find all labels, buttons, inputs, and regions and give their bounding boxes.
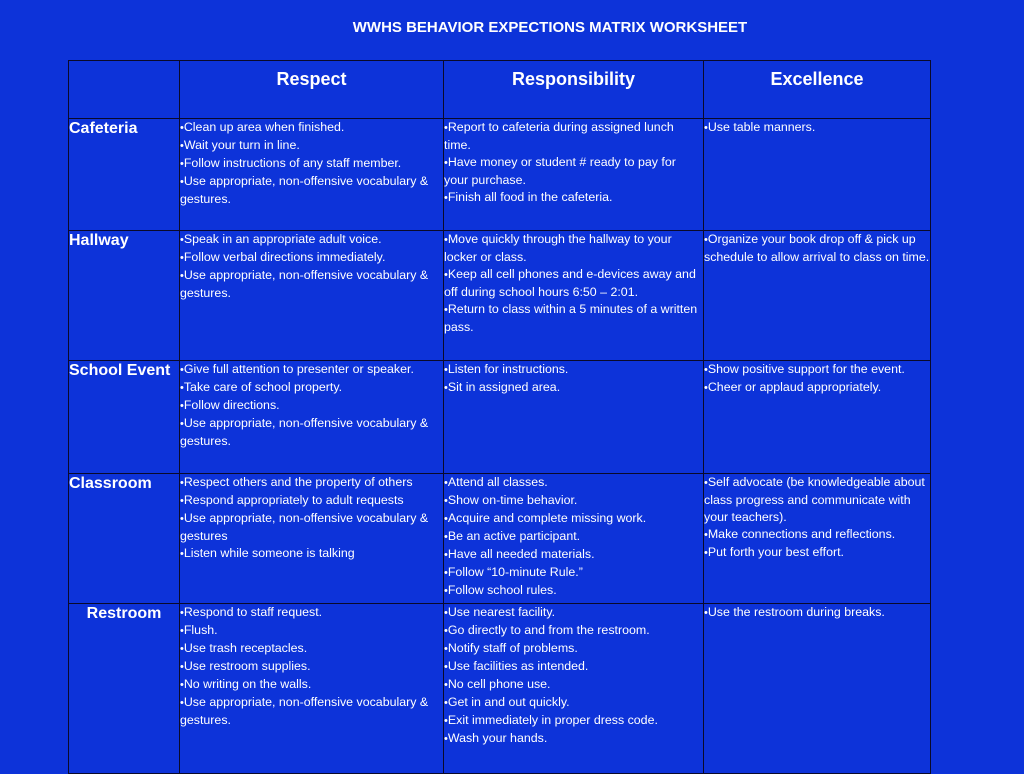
list-item bbox=[180, 415, 443, 450]
table-row bbox=[69, 361, 931, 474]
behavior-matrix-table bbox=[68, 60, 931, 774]
bullet-icon: • bbox=[444, 607, 448, 619]
list-item bbox=[444, 712, 703, 730]
setting-cafeteria: Cafeteria bbox=[69, 119, 180, 231]
table-row bbox=[69, 231, 931, 361]
table-row bbox=[69, 604, 931, 774]
list-item-text: Follow school rules. bbox=[447, 583, 557, 597]
bullet-list bbox=[444, 231, 703, 336]
table-row bbox=[69, 119, 931, 231]
bullet-icon: • bbox=[180, 697, 184, 709]
bullet-icon: • bbox=[180, 234, 184, 246]
bullet-list bbox=[704, 361, 930, 397]
list-item-text: Organize your book drop off & pick up schedule to allow arrival to class on time. bbox=[704, 232, 930, 264]
list-item bbox=[444, 604, 703, 622]
bullet-icon: • bbox=[180, 643, 184, 655]
cell-hallway-responsibility bbox=[444, 231, 704, 361]
list-item bbox=[444, 474, 703, 492]
bullet-list bbox=[180, 474, 443, 563]
bullet-icon: • bbox=[704, 529, 708, 541]
bullet-icon: • bbox=[444, 625, 448, 637]
page-title: WWHS BEHAVIOR EXPECTIONS MATRIX WORKSHEET bbox=[352, 19, 748, 36]
list-item bbox=[444, 658, 703, 676]
bullet-icon: • bbox=[444, 122, 448, 134]
cell-restroom-respect bbox=[180, 604, 444, 774]
list-item-text: No cell phone use. bbox=[447, 677, 551, 691]
header-respect: Respect bbox=[180, 61, 444, 119]
bullet-icon: • bbox=[180, 252, 184, 264]
bullet-icon: • bbox=[444, 513, 448, 525]
list-item bbox=[444, 694, 703, 712]
list-item bbox=[444, 546, 703, 564]
bullet-icon: • bbox=[704, 122, 708, 134]
bullet-list bbox=[704, 474, 930, 562]
list-item-text: Use table manners. bbox=[707, 120, 816, 134]
list-item-text: Use the restroom during breaks. bbox=[707, 605, 885, 619]
bullet-icon: • bbox=[704, 234, 708, 246]
header-responsibility: Responsibility bbox=[444, 61, 704, 119]
bullet-list bbox=[444, 474, 703, 600]
list-item-text: Follow “10-minute Rule.” bbox=[447, 565, 583, 579]
bullet-icon: • bbox=[180, 661, 184, 673]
list-item bbox=[444, 528, 703, 546]
list-item-text: Use facilities as intended. bbox=[447, 659, 589, 673]
list-item bbox=[180, 474, 443, 492]
list-item bbox=[180, 510, 443, 545]
list-item bbox=[444, 301, 703, 336]
bullet-icon: • bbox=[444, 549, 448, 561]
bullet-icon: • bbox=[444, 495, 448, 507]
bullet-icon: • bbox=[180, 270, 184, 282]
bullet-list bbox=[180, 604, 443, 729]
list-item bbox=[180, 379, 443, 397]
bullet-icon: • bbox=[180, 513, 184, 525]
cell-classroom-respect bbox=[180, 474, 444, 604]
table-row bbox=[69, 474, 931, 604]
bullet-list bbox=[444, 604, 703, 748]
list-item bbox=[704, 231, 930, 266]
list-item bbox=[704, 119, 930, 137]
header-row bbox=[69, 61, 931, 119]
list-item bbox=[180, 397, 443, 415]
bullet-icon: • bbox=[444, 661, 448, 673]
bullet-icon: • bbox=[444, 269, 448, 281]
list-item-text: Wash your hands. bbox=[447, 731, 548, 745]
list-item-text: Return to class within a 5 minutes of a written pass. bbox=[444, 302, 698, 334]
bullet-icon: • bbox=[180, 176, 184, 188]
list-item bbox=[180, 640, 443, 658]
list-item-text: Listen for instructions. bbox=[447, 362, 569, 376]
cell-cafeteria-responsibility bbox=[444, 119, 704, 231]
bullet-icon: • bbox=[180, 607, 184, 619]
list-item-text: Respond appropriately to adult requests bbox=[183, 493, 404, 507]
bullet-icon: • bbox=[444, 234, 448, 246]
bullet-icon: • bbox=[704, 547, 708, 559]
list-item bbox=[180, 119, 443, 137]
list-item-text: Keep all cell phones and e-devices away and off during school hours 6:50 – 2:01. bbox=[444, 267, 696, 299]
list-item-text: Have money or student # ready to pay for your purchase. bbox=[444, 155, 676, 187]
cell-hallway-excellence bbox=[704, 231, 931, 361]
bullet-list bbox=[180, 231, 443, 302]
bullet-list bbox=[444, 361, 703, 397]
cell-hallway-respect bbox=[180, 231, 444, 361]
bullet-icon: • bbox=[444, 364, 448, 376]
list-item-text: Use appropriate, non-offensive vocabulary & gestures. bbox=[180, 695, 429, 727]
setting-hallway: Hallway bbox=[69, 231, 180, 361]
setting-restroom: Restroom bbox=[69, 604, 180, 774]
list-item-text: Acquire and complete missing work. bbox=[447, 511, 647, 525]
cell-cafeteria-excellence bbox=[704, 119, 931, 231]
bullet-icon: • bbox=[704, 364, 708, 376]
list-item-text: Use appropriate, non-offensive vocabulary & gestures. bbox=[180, 268, 429, 300]
list-item bbox=[444, 266, 703, 301]
list-item-text: Sit in assigned area. bbox=[447, 380, 561, 394]
list-item bbox=[180, 173, 443, 208]
bullet-icon: • bbox=[180, 400, 184, 412]
header-excellence: Excellence bbox=[704, 61, 931, 119]
list-item bbox=[180, 249, 443, 267]
bullet-list bbox=[180, 361, 443, 450]
list-item-text: Flush. bbox=[183, 623, 218, 637]
bullet-list bbox=[704, 119, 930, 137]
bullet-list bbox=[180, 119, 443, 208]
list-item-text: Be an active participant. bbox=[447, 529, 581, 543]
list-item bbox=[180, 604, 443, 622]
list-item bbox=[444, 676, 703, 694]
list-item bbox=[180, 231, 443, 249]
list-item bbox=[704, 544, 930, 562]
list-item-text: No writing on the walls. bbox=[183, 677, 312, 691]
list-item-text: Show on-time behavior. bbox=[447, 493, 578, 507]
bullet-icon: • bbox=[704, 477, 708, 489]
bullet-icon: • bbox=[180, 364, 184, 376]
bullet-icon: • bbox=[180, 477, 184, 489]
list-item-text: Go directly to and from the restroom. bbox=[447, 623, 650, 637]
list-item-text: Give full attention to presenter or speaker. bbox=[183, 362, 414, 376]
bullet-icon: • bbox=[704, 382, 708, 394]
list-item bbox=[180, 155, 443, 173]
list-item bbox=[180, 361, 443, 379]
list-item bbox=[180, 137, 443, 155]
bullet-list bbox=[704, 604, 930, 622]
cell-event-responsibility bbox=[444, 361, 704, 474]
list-item bbox=[444, 640, 703, 658]
matrix-body bbox=[69, 119, 931, 774]
list-item-text: Use appropriate, non-offensive vocabulary & gestures bbox=[180, 511, 429, 543]
bullet-icon: • bbox=[180, 158, 184, 170]
list-item bbox=[444, 564, 703, 582]
list-item bbox=[180, 267, 443, 302]
bullet-icon: • bbox=[444, 304, 448, 316]
bullet-icon: • bbox=[444, 477, 448, 489]
list-item-text: Use restroom supplies. bbox=[183, 659, 311, 673]
list-item-text: Respect others and the property of others bbox=[183, 475, 413, 489]
list-item bbox=[444, 510, 703, 528]
list-item-text: Report to cafeteria during assigned lunch time. bbox=[444, 120, 674, 152]
list-item-text: Wait your turn in line. bbox=[183, 138, 300, 152]
list-item-text: Speak in an appropriate adult voice. bbox=[183, 232, 382, 246]
bullet-icon: • bbox=[180, 122, 184, 134]
list-item bbox=[444, 379, 703, 397]
bullet-icon: • bbox=[180, 495, 184, 507]
list-item bbox=[704, 474, 930, 526]
cell-event-respect bbox=[180, 361, 444, 474]
bullet-icon: • bbox=[444, 643, 448, 655]
list-item-text: Respond to staff request. bbox=[183, 605, 323, 619]
list-item-text: Show positive support for the event. bbox=[707, 362, 905, 376]
bullet-icon: • bbox=[444, 679, 448, 691]
list-item bbox=[704, 604, 930, 622]
list-item-text: Make connections and reflections. bbox=[707, 527, 896, 541]
cell-classroom-excellence bbox=[704, 474, 931, 604]
cell-restroom-excellence bbox=[704, 604, 931, 774]
list-item-text: Finish all food in the cafeteria. bbox=[447, 190, 613, 204]
bullet-icon: • bbox=[704, 607, 708, 619]
list-item bbox=[180, 694, 443, 729]
list-item bbox=[444, 622, 703, 640]
cell-cafeteria-respect bbox=[180, 119, 444, 231]
list-item bbox=[704, 526, 930, 544]
list-item-text: Get in and out quickly. bbox=[447, 695, 570, 709]
list-item-text: Have all needed materials. bbox=[447, 547, 595, 561]
bullet-icon: • bbox=[444, 192, 448, 204]
list-item-text: Attend all classes. bbox=[447, 475, 548, 489]
bullet-list bbox=[704, 231, 930, 266]
list-item-text: Notify staff of problems. bbox=[447, 641, 578, 655]
bullet-icon: • bbox=[444, 567, 448, 579]
cell-restroom-responsibility bbox=[444, 604, 704, 774]
list-item-text: Cheer or applaud appropriately. bbox=[707, 380, 882, 394]
list-item-text: Follow instructions of any staff member. bbox=[183, 156, 402, 170]
list-item bbox=[444, 361, 703, 379]
list-item bbox=[444, 492, 703, 510]
cell-classroom-responsibility bbox=[444, 474, 704, 604]
bullet-icon: • bbox=[444, 733, 448, 745]
list-item-text: Listen while someone is talking bbox=[183, 546, 355, 560]
header-corner-cell bbox=[69, 61, 180, 119]
list-item bbox=[180, 622, 443, 640]
list-item bbox=[180, 545, 443, 563]
list-item-text: Use appropriate, non-offensive vocabulary & gestures. bbox=[180, 416, 429, 448]
list-item bbox=[444, 582, 703, 600]
bullet-icon: • bbox=[444, 715, 448, 727]
bullet-icon: • bbox=[444, 697, 448, 709]
list-item bbox=[444, 189, 703, 207]
cell-event-excellence bbox=[704, 361, 931, 474]
list-item-text: Put forth your best effort. bbox=[707, 545, 844, 559]
list-item-text: Exit immediately in proper dress code. bbox=[447, 713, 658, 727]
list-item-text: Follow directions. bbox=[183, 398, 280, 412]
list-item-text: Move quickly through the hallway to your locker or class. bbox=[444, 232, 672, 264]
bullet-icon: • bbox=[180, 140, 184, 152]
bullet-icon: • bbox=[444, 531, 448, 543]
list-item bbox=[180, 676, 443, 694]
list-item bbox=[704, 361, 930, 379]
list-item-text: Follow verbal directions immediately. bbox=[183, 250, 386, 264]
setting-classroom: Classroom bbox=[69, 474, 180, 604]
list-item bbox=[444, 119, 703, 154]
list-item bbox=[180, 658, 443, 676]
list-item-text: Clean up area when finished. bbox=[183, 120, 345, 134]
bullet-icon: • bbox=[180, 679, 184, 691]
list-item-text: Take care of school property. bbox=[183, 380, 343, 394]
list-item bbox=[180, 492, 443, 510]
list-item bbox=[704, 379, 930, 397]
bullet-icon: • bbox=[180, 548, 184, 560]
list-item bbox=[444, 231, 703, 266]
setting-school-event: School Event bbox=[69, 361, 180, 474]
bullet-list bbox=[444, 119, 703, 207]
list-item bbox=[444, 154, 703, 189]
bullet-icon: • bbox=[180, 418, 184, 430]
bullet-icon: • bbox=[444, 157, 448, 169]
bullet-icon: • bbox=[180, 382, 184, 394]
list-item-text: Use nearest facility. bbox=[447, 605, 556, 619]
bullet-icon: • bbox=[180, 625, 184, 637]
bullet-icon: • bbox=[444, 382, 448, 394]
list-item-text: Use appropriate, non-offensive vocabulary & gestures. bbox=[180, 174, 429, 206]
list-item-text: Use trash receptacles. bbox=[183, 641, 308, 655]
bullet-icon: • bbox=[444, 585, 448, 597]
list-item-text: Self advocate (be knowledgeable about class progress and communicate with your teachers). bbox=[704, 475, 925, 524]
list-item bbox=[444, 730, 703, 748]
